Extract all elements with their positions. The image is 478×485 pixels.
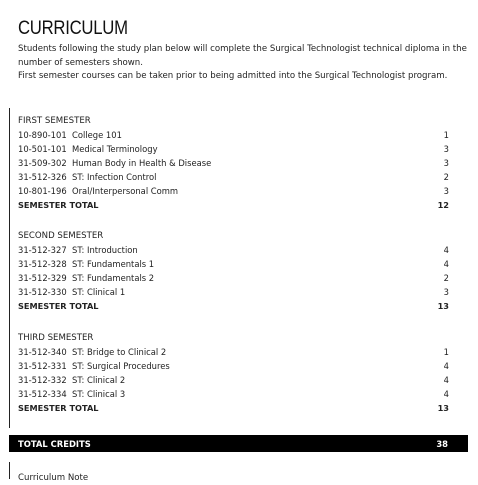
semester-total-row <box>18 299 450 313</box>
course-row <box>18 170 450 184</box>
course-row <box>18 285 450 299</box>
course-credits: 1 <box>443 347 449 357</box>
course-label: 31-512-334 ST: Clinical 3 <box>18 389 126 399</box>
course-label: 31-512-327 ST: Introduction <box>18 245 138 255</box>
total-credits-value: 38 <box>436 438 448 449</box>
course-label: 31-512-328 ST: Fundamentals 1 <box>18 259 155 269</box>
course-row <box>18 359 450 373</box>
semester-heading: SECOND SEMESTER <box>18 231 104 241</box>
semester-total-value: 13 <box>437 301 449 311</box>
course-label: 31-512-331 ST: Surgical Procedures <box>18 361 170 371</box>
course-credits: 3 <box>443 287 449 297</box>
course-credits: 3 <box>443 144 449 154</box>
course-label: 31-512-332 ST: Clinical 2 <box>18 375 126 385</box>
course-row <box>18 184 450 198</box>
total-credits-bar <box>9 435 468 452</box>
course-row <box>18 156 450 170</box>
left-border-rule-lower <box>9 462 10 479</box>
course-credits: 4 <box>443 259 449 269</box>
left-border-rule <box>9 108 10 428</box>
curriculum-note-heading: Curriculum Note <box>18 473 89 483</box>
semester-heading: THIRD SEMESTER <box>18 333 94 343</box>
course-credits: 3 <box>443 158 449 168</box>
semester-total-label: SEMESTER TOTAL <box>18 403 99 413</box>
semester-total-row <box>18 401 450 415</box>
course-credits: 4 <box>443 375 449 385</box>
semester-total-label: SEMESTER TOTAL <box>18 200 99 210</box>
course-row <box>18 387 450 401</box>
course-label: 10-501-101 Medical Terminology <box>18 144 158 154</box>
course-label: 31-512-340 ST: Bridge to Clinical 2 <box>18 347 167 357</box>
total-credits-label: TOTAL CREDITS <box>18 438 91 449</box>
course-credits: 4 <box>443 389 449 399</box>
course-label: 31-512-326 ST: Infection Control <box>18 172 157 182</box>
course-credits: 4 <box>443 245 449 255</box>
semester-section-third <box>18 331 450 415</box>
course-label: 10-890-101 College 101 <box>18 130 122 140</box>
intro-paragraph-1: Students following the study plan below will complete the Surgical Technologist technical diploma in the number of semesters shown. <box>18 44 467 68</box>
course-row <box>18 257 450 271</box>
semester-total-value: 12 <box>437 200 449 210</box>
course-row <box>18 373 450 387</box>
course-row <box>18 142 450 156</box>
semester-section-second <box>18 229 450 313</box>
page-title: CURRICULUM <box>18 18 128 39</box>
course-row <box>18 128 450 142</box>
course-label: 10-801-196 Oral/Interpersonal Comm <box>18 186 179 196</box>
semester-total-label: SEMESTER TOTAL <box>18 301 99 311</box>
course-label: 31-512-329 ST: Fundamentals 2 <box>18 273 155 283</box>
course-row <box>18 243 450 257</box>
semester-heading: FIRST SEMESTER <box>18 116 91 126</box>
course-credits: 3 <box>443 186 449 196</box>
course-credits: 2 <box>443 273 449 283</box>
intro-text <box>18 43 470 84</box>
semester-total-value: 13 <box>437 403 449 413</box>
course-row <box>18 271 450 285</box>
intro-paragraph-2: First semester courses can be taken prior to being admitted into the Surgical Technologist program. <box>18 71 448 81</box>
course-label: 31-512-330 ST: Clinical 1 <box>18 287 126 297</box>
semester-total-row <box>18 198 450 212</box>
course-row <box>18 345 450 359</box>
semester-section-first <box>18 114 450 212</box>
course-credits: 1 <box>443 130 449 140</box>
course-credits: 4 <box>443 361 449 371</box>
course-credits: 2 <box>443 172 449 182</box>
course-label: 31-509-302 Human Body in Health & Disease <box>18 158 212 168</box>
